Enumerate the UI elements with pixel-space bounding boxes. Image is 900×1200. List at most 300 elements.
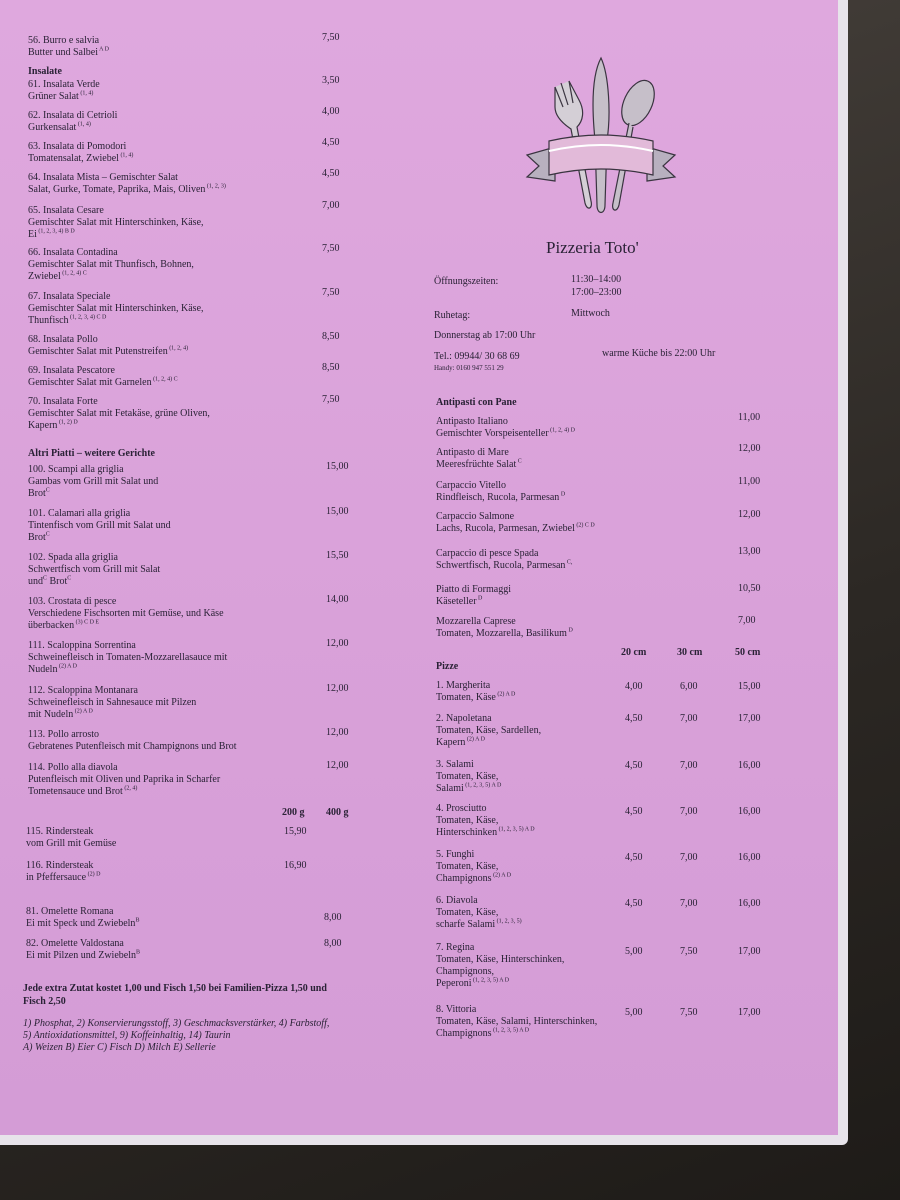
item-text: Tomatensalat, Zwiebel — [28, 153, 119, 164]
item-text: Peperoni — [436, 978, 472, 989]
item-description — [28, 377, 178, 389]
item-description — [436, 628, 573, 640]
item-name — [436, 803, 535, 815]
item-text: 6. Diavola — [436, 895, 478, 906]
menu-item — [28, 110, 117, 134]
item-name — [28, 35, 109, 47]
item-text: Ei mit Speck und Zwiebeln — [26, 918, 136, 929]
pizza-item — [436, 803, 535, 839]
allergen-codes: A D — [98, 46, 110, 53]
allergen-codes: (1, 4) — [78, 90, 94, 97]
item-description — [436, 1028, 597, 1040]
item-text: 61. Insalata Verde — [28, 79, 100, 90]
item-description — [436, 978, 564, 990]
steak-400g-heading: 400 g — [326, 807, 349, 818]
item-name — [28, 640, 227, 652]
item-price: 16,00 — [738, 760, 761, 771]
hours-dinner: 17:00–23:00 — [571, 287, 622, 298]
item-price: 15,90 — [284, 826, 307, 837]
item-description — [28, 620, 224, 632]
size-50-heading: 50 cm — [735, 647, 761, 658]
item-price: 4,50 — [625, 713, 643, 724]
item-text: 8. Vittoria — [436, 1004, 477, 1015]
hours-label: Öffnungszeiten: — [434, 276, 499, 287]
item-name — [436, 1004, 597, 1016]
item-description — [436, 1016, 597, 1028]
item-text: Gambas vom Grill mit Salat und — [28, 476, 159, 487]
item-price: 4,50 — [322, 168, 340, 179]
menu-item — [28, 729, 237, 753]
item-name — [26, 826, 116, 838]
item-text: 116. Rindersteak — [26, 860, 94, 871]
item-description — [26, 950, 140, 962]
item-text: Kapern — [28, 420, 58, 431]
item-text: Tomaten, Käse, Sardellen, — [436, 725, 542, 736]
item-description — [436, 827, 535, 839]
menu-item — [28, 334, 188, 358]
item-text: 64. Insalata Mista – Gemischter Salat — [28, 172, 178, 183]
item-name — [436, 713, 541, 725]
item-price: 15,00 — [326, 506, 349, 517]
omelette-item — [26, 906, 139, 930]
item-text: Brot — [47, 576, 68, 587]
allergen-codes: (2) D — [86, 871, 101, 878]
item-name — [436, 416, 575, 428]
item-text: Hinterschinken — [436, 827, 498, 838]
steak-item — [26, 826, 116, 850]
item-description — [28, 608, 224, 620]
item-description — [26, 872, 100, 884]
item-text: Champignons — [436, 873, 492, 884]
item-price: 16,90 — [284, 860, 307, 871]
item-description — [28, 315, 204, 327]
item-name — [28, 79, 100, 91]
item-price: 10,50 — [738, 583, 761, 594]
item-name — [28, 552, 160, 564]
item-price: 12,00 — [738, 443, 761, 454]
item-text: Tomaten, Käse, — [436, 861, 499, 872]
allergen-codes: (1, 2, 4) D — [548, 427, 575, 434]
item-description — [436, 771, 501, 783]
item-text: Mozzarella Caprese — [436, 616, 516, 627]
size-20-heading: 20 cm — [621, 647, 647, 658]
pizza-item — [436, 759, 501, 795]
item-price: 7,50 — [680, 1007, 698, 1018]
item-text: Gemischter Salat mit Fetakäse, grüne Oliven, — [28, 408, 210, 419]
item-description — [436, 725, 541, 737]
item-text: 2. Napoletana — [436, 713, 492, 724]
item-price: 4,50 — [322, 137, 340, 148]
allergen-codes: (1, 2, 3, 5) A D — [463, 782, 502, 789]
item-text: 81. Omelette Romana — [26, 906, 114, 917]
item-name — [28, 291, 204, 303]
item-description — [436, 907, 522, 919]
item-description — [436, 954, 564, 966]
item-text: Carpaccio Salmone — [436, 511, 515, 522]
item-price: 17,00 — [738, 713, 761, 724]
item-price: 8,00 — [324, 938, 342, 949]
item-text: Gemischter Salat mit Putenstreifen — [28, 346, 168, 357]
menu-item — [28, 396, 210, 432]
antipasto-item — [436, 548, 572, 572]
item-description — [28, 91, 100, 103]
item-text: Schweinefleisch in Sahnesauce mit Pilzen — [28, 697, 197, 708]
size-30-heading: 30 cm — [677, 647, 703, 658]
item-description — [436, 459, 522, 471]
item-price: 4,50 — [625, 760, 643, 771]
item-description — [28, 303, 204, 315]
extra-ingredients-note: Jede extra Zutat kostet 1,00 und Fisch 1,50 bei Familien-Pizza 1,50 und Fisch 2,50 — [23, 983, 327, 1007]
item-text: 66. Insalata Contadina — [28, 247, 118, 258]
allergen-codes: (1, 2) D — [57, 419, 78, 426]
item-price: 16,00 — [738, 806, 761, 817]
item-description — [28, 408, 210, 420]
item-price: 15,00 — [326, 461, 349, 472]
allergen-codes: (1, 2, 4) — [167, 345, 189, 352]
pizza-item — [436, 942, 564, 990]
item-description — [28, 697, 196, 709]
item-text: Tomaten, Käse, Salami, Hinterschinken, — [436, 1016, 598, 1027]
item-text: 115. Rindersteak — [26, 826, 94, 837]
item-description — [436, 873, 511, 885]
item-description — [28, 709, 196, 721]
item-text: Schwertfisch, Rucola, Parmesan — [436, 560, 566, 571]
item-price: 5,00 — [625, 1007, 643, 1018]
item-text: Salami — [436, 783, 464, 794]
allergen-codes: C, — [565, 559, 573, 566]
item-name — [436, 511, 595, 523]
allergen-codes: C — [43, 575, 48, 582]
item-name — [28, 464, 158, 476]
allergen-codes: D — [559, 491, 566, 498]
item-price: 5,00 — [625, 946, 643, 957]
allergen-codes: (3) C D E — [74, 619, 100, 626]
item-description — [28, 229, 204, 241]
item-price: 16,00 — [738, 898, 761, 909]
item-text: überbacken — [28, 620, 75, 631]
allergen-codes: C — [45, 531, 50, 538]
menu-item — [28, 508, 171, 544]
item-text: 4. Prosciutto — [436, 803, 487, 814]
allergen-codes: (1, 2, 3, 4) C D — [68, 314, 107, 321]
item-price: 4,50 — [625, 806, 643, 817]
item-description — [436, 428, 575, 440]
item-text: in Pfeffersauce — [26, 872, 87, 883]
item-price: 8,50 — [322, 362, 340, 373]
item-description — [28, 476, 158, 488]
item-price: 11,00 — [738, 412, 761, 423]
item-description — [28, 786, 220, 798]
item-text: Grüner Salat — [28, 91, 79, 102]
item-text: Champignons — [436, 1028, 492, 1039]
item-text: Brot — [28, 532, 46, 543]
item-text: Schweinefleisch in Tomaten-Mozzarellasauce mit — [28, 652, 228, 663]
item-price: 15,00 — [738, 681, 761, 692]
item-text: Lachs, Rucola, Parmesan, Zwiebel — [436, 523, 575, 534]
item-text: mit Nudeln — [28, 709, 74, 720]
antipasto-item — [436, 511, 595, 535]
item-price: 7,00 — [680, 898, 698, 909]
menu-item — [28, 596, 224, 632]
section-heading: Altri Piatti – weitere Gerichte — [28, 448, 155, 459]
item-price: 12,00 — [326, 638, 349, 649]
antipasto-item — [436, 584, 511, 608]
antipasto-item — [436, 616, 573, 640]
item-name — [26, 906, 139, 918]
allergen-codes: (1, 2, 3, 5) A D — [491, 1027, 530, 1034]
item-description — [28, 741, 237, 753]
item-name — [28, 110, 117, 122]
item-name — [28, 508, 171, 520]
item-description — [436, 596, 511, 608]
item-text: Tintenfisch vom Grill mit Salat und — [28, 520, 171, 531]
item-description — [28, 47, 109, 59]
item-text: Piatto di Formaggi — [436, 584, 511, 595]
item-text: 65. Insalata Cesare — [28, 205, 104, 216]
item-text: Gemischter Vorspeisenteller — [436, 428, 549, 439]
menu-item — [28, 685, 196, 721]
antipasto-item — [436, 480, 565, 504]
item-price: 7,50 — [680, 946, 698, 957]
item-name — [436, 447, 522, 459]
item-price: 6,00 — [680, 681, 698, 692]
item-description — [28, 153, 133, 165]
item-text: scharfe Salami — [436, 919, 496, 930]
item-text: 82. Omelette Valdostana — [26, 938, 124, 949]
item-name — [436, 942, 564, 954]
item-description — [436, 783, 501, 795]
item-text: Verschiedene Fischsorten mit Gemüse, und Käse — [28, 608, 224, 619]
item-text: 113. Pollo arrosto — [28, 729, 100, 740]
item-text: Tomaten, Käse, Hinterschinken, — [436, 954, 565, 965]
item-text: Tomaten, Käse, — [436, 815, 499, 826]
item-description — [26, 918, 139, 930]
item-price: 11,00 — [738, 476, 761, 487]
item-text: 111. Scaloppina Sorrentina — [28, 640, 136, 651]
item-price: 4,50 — [625, 898, 643, 909]
item-price: 13,00 — [738, 546, 761, 557]
item-text: Gemischter Salat mit Thunfisch, Bohnen, — [28, 259, 194, 270]
item-description — [28, 774, 220, 786]
item-text: 3. Salami — [436, 759, 474, 770]
allergen-codes: B — [135, 917, 140, 924]
item-text: Tomaten, Käse — [436, 692, 496, 703]
menu-item — [28, 640, 227, 676]
menu-item — [28, 762, 220, 798]
restaurant-name: Pizzeria Toto' — [546, 238, 639, 257]
item-name — [28, 334, 188, 346]
allergen-codes: (1, 4) — [76, 121, 91, 128]
item-name — [28, 172, 226, 184]
item-text: Tomaten, Mozzarella, Basilikum — [436, 628, 567, 639]
item-text: 103. Crostata di pesce — [28, 596, 117, 607]
item-description — [28, 520, 171, 532]
item-description — [436, 815, 535, 827]
item-name — [28, 247, 194, 259]
item-price: 12,00 — [738, 509, 761, 520]
item-name — [436, 759, 501, 771]
item-name — [436, 680, 515, 692]
kitchen-hours: warme Küche bis 22:00 Uhr — [602, 348, 716, 359]
allergen-codes: D — [476, 595, 483, 602]
pizza-item — [436, 849, 511, 885]
pizza-item — [436, 713, 541, 749]
item-name — [436, 616, 573, 628]
item-description — [436, 737, 541, 749]
item-price: 8,00 — [324, 912, 342, 923]
item-name — [436, 584, 511, 596]
item-description — [436, 560, 572, 572]
allergen-codes: (2, 4) — [122, 785, 138, 792]
pizza-item — [436, 680, 515, 704]
item-text: 114. Pollo alla diavola — [28, 762, 118, 773]
item-text: Thunfisch — [28, 315, 69, 326]
allergen-codes: (1, 2, 4) C — [60, 270, 87, 277]
item-description — [28, 664, 227, 676]
item-name — [28, 729, 237, 741]
allergen-codes: (2) A D — [57, 663, 77, 670]
allergen-codes: (2) A D — [465, 736, 485, 743]
item-text: 62. Insalata di Cetrioli — [28, 110, 118, 121]
rest-day-label: Ruhetag: — [434, 310, 471, 321]
phone: Tel.: 09944/ 30 68 69 — [434, 351, 520, 362]
item-text: Salat, Gurke, Tomate, Paprika, Mais, Oliven — [28, 184, 206, 195]
antipasti-heading: Antipasti con Pane — [436, 397, 517, 408]
allergen-codes: (2) A D — [73, 708, 93, 715]
item-text: 56. Burro e salvia — [28, 35, 100, 46]
steak-200g-heading: 200 g — [282, 807, 305, 818]
item-description — [436, 861, 511, 873]
item-text: 112. Scaloppina Montanara — [28, 685, 138, 696]
item-name — [28, 396, 210, 408]
menu-item — [28, 365, 178, 389]
item-text: 67. Insalata Speciale — [28, 291, 111, 302]
allergen-codes: D — [566, 627, 573, 634]
allergen-codes: C — [45, 487, 50, 494]
item-text: 100. Scampi alla griglia — [28, 464, 124, 475]
item-name — [28, 762, 220, 774]
allergen-codes: B — [135, 949, 140, 956]
item-text: Ei — [28, 229, 37, 240]
item-text: Carpaccio Vitello — [436, 480, 507, 491]
item-text: Schwertfisch vom Grill mit Salat — [28, 564, 161, 575]
item-description — [28, 217, 204, 229]
item-price: 4,00 — [625, 681, 643, 692]
item-description — [436, 523, 595, 535]
allergen-codes: (1, 4) — [118, 152, 134, 159]
menu-item — [28, 247, 194, 283]
item-price: 4,50 — [625, 852, 643, 863]
omelette-item — [26, 938, 140, 962]
item-description — [28, 346, 188, 358]
item-text: Ei mit Pilzen und Zwiebeln — [26, 950, 136, 961]
allergen-footnotes: 1) Phosphat, 2) Konservierungsstoff, 3) Geschmacksverstärker, 4) Farbstoff, 5) Antioxidationsmittel, 9) Koffeinhaltig, 14) Taurin A) Weizen B) Eier C) Fisch D) Milch E) Sellerie — [23, 1018, 330, 1053]
item-name — [436, 480, 565, 492]
item-description — [28, 122, 117, 134]
item-description — [26, 838, 116, 850]
item-text: Rindfleisch, Rucola, Parmesan — [436, 492, 560, 503]
item-text: Tomaten, Käse, — [436, 907, 499, 918]
item-text: Gemischter Salat mit Garnelen — [28, 377, 152, 388]
allergen-codes: (2) C D — [574, 522, 595, 529]
item-text: 101. Calamari alla griglia — [28, 508, 131, 519]
allergen-codes: C — [516, 458, 522, 465]
item-name — [28, 685, 196, 697]
item-price: 17,00 — [738, 946, 761, 957]
item-name — [28, 141, 133, 153]
item-price: 16,00 — [738, 852, 761, 863]
allergen-codes: C — [67, 575, 72, 582]
item-name — [26, 860, 100, 872]
item-text: Brot — [28, 488, 46, 499]
menu-item — [28, 35, 109, 59]
item-text: Gurkensalat — [28, 122, 77, 133]
item-text: Carpaccio di pesce Spada — [436, 548, 539, 559]
item-text: Putenfleisch mit Oliven und Paprika in Scharfer — [28, 774, 221, 785]
item-price: 12,00 — [326, 727, 349, 738]
item-text: 1. Margherita — [436, 680, 491, 691]
item-description — [436, 966, 564, 978]
item-text: Gemischter Salat mit Hinterschinken, Käse, — [28, 303, 204, 314]
item-price: 7,00 — [322, 200, 340, 211]
menu-item — [28, 172, 226, 196]
item-price: 7,00 — [680, 760, 698, 771]
menu-item — [28, 291, 204, 327]
item-text: 68. Insalata Pollo — [28, 334, 98, 345]
pizze-heading: Pizze — [436, 661, 459, 672]
menu-item — [28, 205, 204, 241]
item-text: Kapern — [436, 737, 466, 748]
steak-item — [26, 860, 100, 884]
item-text: 63. Insalata di Pomodori — [28, 141, 127, 152]
item-price: 7,50 — [322, 394, 340, 405]
item-price: 7,50 — [322, 32, 340, 43]
mobile: Handy: 0160 947 551 29 — [434, 364, 504, 372]
item-description — [28, 532, 171, 544]
item-name — [436, 849, 511, 861]
item-text: Tomaten, Käse, — [436, 771, 499, 782]
item-text: Antipasto di Mare — [436, 447, 509, 458]
item-name — [436, 548, 572, 560]
item-price: 4,00 — [322, 106, 340, 117]
item-price: 8,50 — [322, 331, 340, 342]
item-text: Käseteller — [436, 596, 477, 607]
allergen-codes: (1, 2, 3) — [205, 183, 226, 190]
item-name — [28, 596, 224, 608]
item-text: Butter und Salbei — [28, 47, 98, 58]
item-price: 17,00 — [738, 1007, 761, 1018]
item-price: 7,00 — [680, 852, 698, 863]
item-text: Nudeln — [28, 664, 58, 675]
item-description — [436, 919, 522, 931]
item-price: 7,00 — [680, 806, 698, 817]
allergen-codes: (1, 2, 3, 4) B D — [36, 228, 75, 235]
item-name — [28, 205, 204, 217]
item-text: Meeresfrüchte Salat — [436, 459, 517, 470]
item-description — [28, 564, 160, 576]
allergen-codes: (1, 2, 4) C — [151, 376, 178, 383]
item-text: 70. Insalata Forte — [28, 396, 98, 407]
item-description — [28, 271, 194, 283]
item-text: 7. Regina — [436, 942, 475, 953]
cutlery-logo-icon — [525, 55, 677, 225]
antipasto-item — [436, 447, 522, 471]
item-text: vom Grill mit Gemüse — [26, 838, 117, 849]
item-description — [28, 259, 194, 271]
menu-item — [28, 552, 160, 588]
item-text: 102. Spada alla griglia — [28, 552, 118, 563]
item-price: 7,50 — [322, 243, 340, 254]
